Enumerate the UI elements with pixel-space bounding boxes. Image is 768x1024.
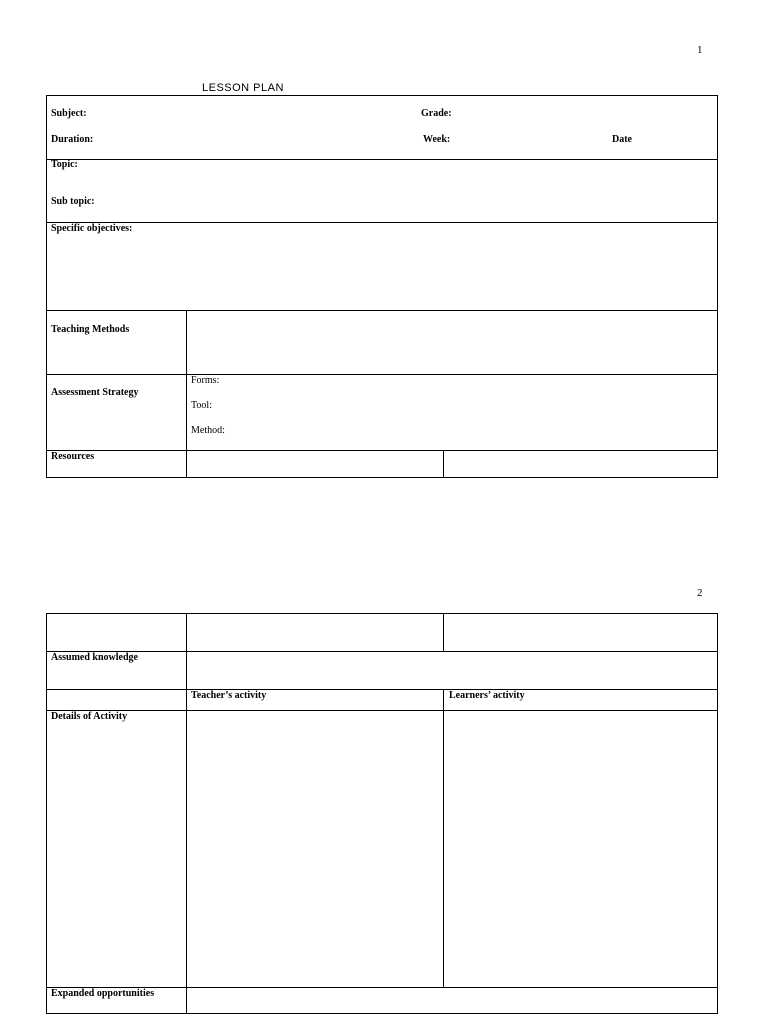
teaching-methods-label: Teaching Methods — [51, 324, 130, 335]
specific-objectives-label: Specific objectives: — [51, 223, 133, 234]
subtopic-label: Sub topic: — [51, 196, 95, 207]
resources-field-1[interactable] — [187, 451, 443, 477]
page-number-2: 2 — [697, 587, 703, 599]
week-label: Week: — [423, 134, 451, 145]
date-label: Date — [612, 134, 632, 145]
tool-label: Tool: — [191, 400, 212, 411]
grade-label: Grade: — [421, 108, 452, 119]
assumed-knowledge-label: Assumed knowledge — [51, 652, 138, 663]
topic-label: Topic: — [51, 159, 78, 170]
teaching-methods-field[interactable] — [187, 311, 717, 374]
page-number-1: 1 — [697, 44, 703, 56]
page-title: LESSON PLAN — [202, 82, 284, 94]
expanded-opportunities-field[interactable] — [187, 988, 717, 1013]
teacher-activity-field[interactable] — [187, 711, 443, 987]
duration-label: Duration: — [51, 134, 94, 145]
resources-label: Resources — [51, 451, 95, 462]
subject-label: Subject: — [51, 108, 87, 119]
teacher-activity-header: Teacher’s activity — [191, 690, 267, 701]
details-of-activity-label: Details of Activity — [51, 711, 128, 722]
assessment-strategy-label: Assessment Strategy — [51, 387, 139, 398]
learners-activity-header: Learners’ activity — [449, 690, 525, 701]
resources-field-2[interactable] — [444, 451, 717, 477]
expanded-opportunities-label: Expanded opportunities — [51, 988, 155, 999]
learners-activity-field[interactable] — [444, 711, 717, 987]
forms-label: Forms: — [191, 375, 220, 386]
method-label: Method: — [191, 425, 225, 436]
